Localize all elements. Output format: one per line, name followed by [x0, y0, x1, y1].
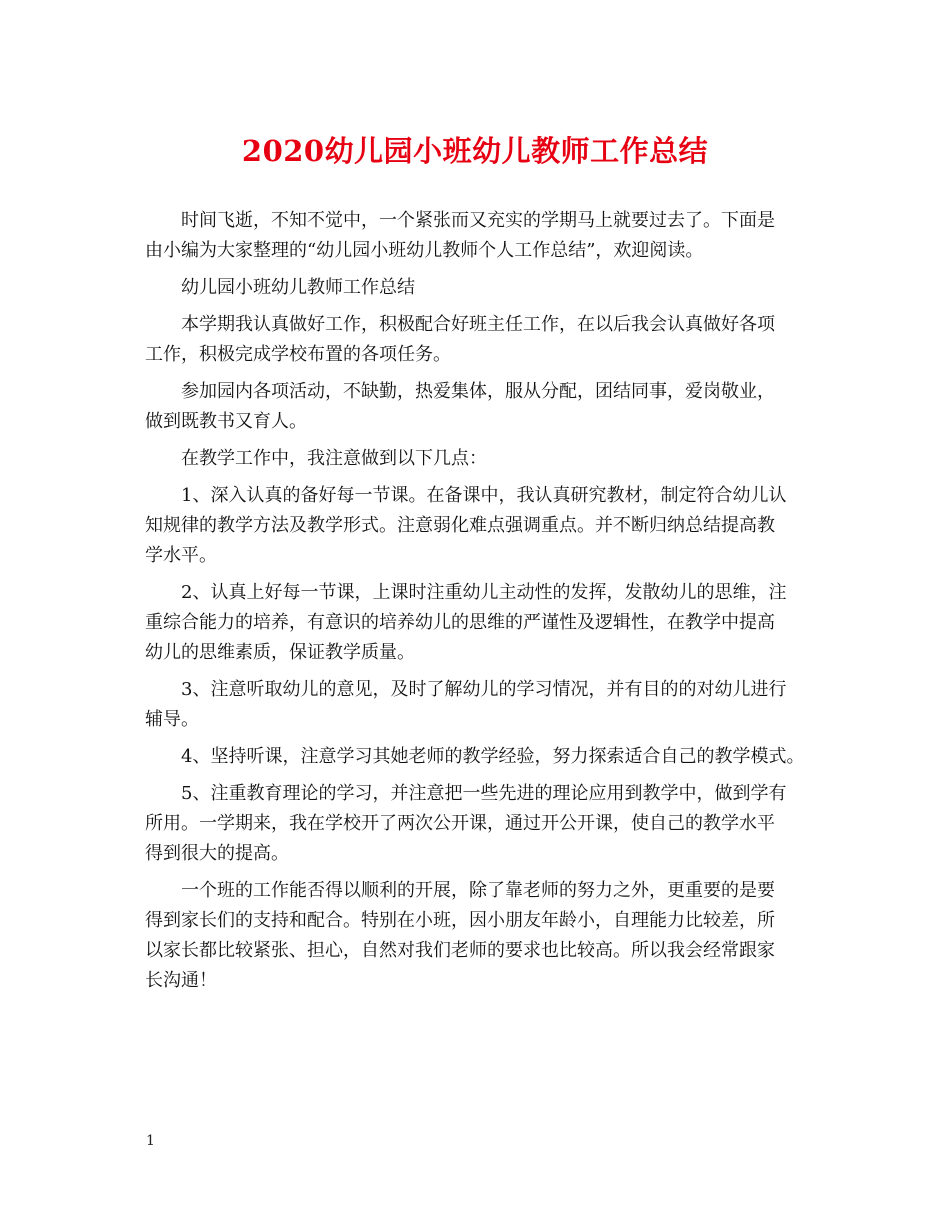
- body-text-line: 学水平。: [145, 545, 217, 566]
- body-text-line: 知规律的教学方法及教学形式。注意弱化难点强调重点。并不断归纳总结提高教: [145, 515, 775, 536]
- body-text-line: 得到家长们的支持和配合。特别在小班，因小朋友年龄小，自理能力比较差，所: [145, 910, 775, 931]
- body-text-line: 2、认真上好每一节课，上课时注重幼儿主动性的发挥，发散幼儿的思维，注: [181, 582, 787, 603]
- body-text-line: 参加园内各项活动，不缺勤，热爱集体，服从分配，团结同事，爱岗敬业，: [181, 381, 775, 402]
- body-text-line: 一个班的工作能否得以顺利的开展，除了靠老师的努力之外，更重要的是要: [181, 880, 775, 901]
- body-text-line: 由小编为大家整理的“幼儿园小班幼儿教师个人工作总结”，欢迎阅读。: [145, 240, 704, 261]
- body-text-line: 时间飞逝，不知不觉中，一个紧张而又充实的学期马上就要过去了。下面是: [181, 210, 775, 231]
- body-text-line: 4、坚持听课，注意学习其她老师的教学经验，努力探索适合自己的教学模式。: [181, 746, 805, 767]
- document-body: [145, 206, 825, 996]
- document-title: 2020幼儿园小班幼儿教师工作总结: [241, 134, 709, 168]
- body-text-line: 辅导。: [145, 709, 199, 730]
- body-text-line: 在教学工作中，我注意做到以下几点：: [181, 448, 487, 469]
- body-text-line: 幼儿园小班幼儿教师工作总结: [181, 277, 415, 298]
- body-text-line: 所用。一学期来，我在学校开了两次公开课，通过开公开课，使自己的教学水平: [145, 813, 775, 834]
- body-text-line: 以家长都比较紧张、担心，自然对我们老师的要求也比较高。所以我会经常跟家: [145, 940, 775, 961]
- page-number: 1: [146, 1133, 155, 1149]
- body-text-line: 做到既教书又育人。: [145, 411, 307, 432]
- body-text-line: 3、注意听取幼儿的意见，及时了解幼儿的学习情况，并有目的的对幼儿进行: [181, 679, 787, 700]
- body-text-line: 本学期我认真做好工作，积极配合好班主任工作，在以后我会认真做好各项: [181, 314, 775, 335]
- body-text-line: 重综合能力的培养，有意识的培养幼儿的思维的严谨性及逻辑性，在教学中提高: [145, 612, 775, 633]
- body-text-line: 5、注重教育理论的学习，并注意把一些先进的理论应用到教学中，做到学有: [181, 783, 787, 804]
- body-text-line: 幼儿的思维素质，保证教学质量。: [145, 642, 415, 663]
- body-text-line: 长沟通！: [145, 970, 217, 991]
- body-text-line: 1、深入认真的备好每一节课。在备课中，我认真研究教材，制定符合幼儿认: [181, 485, 787, 506]
- body-text-line: 得到很大的提高。: [145, 843, 289, 864]
- body-text-line: 工作，积极完成学校布置的各项任务。: [145, 344, 451, 365]
